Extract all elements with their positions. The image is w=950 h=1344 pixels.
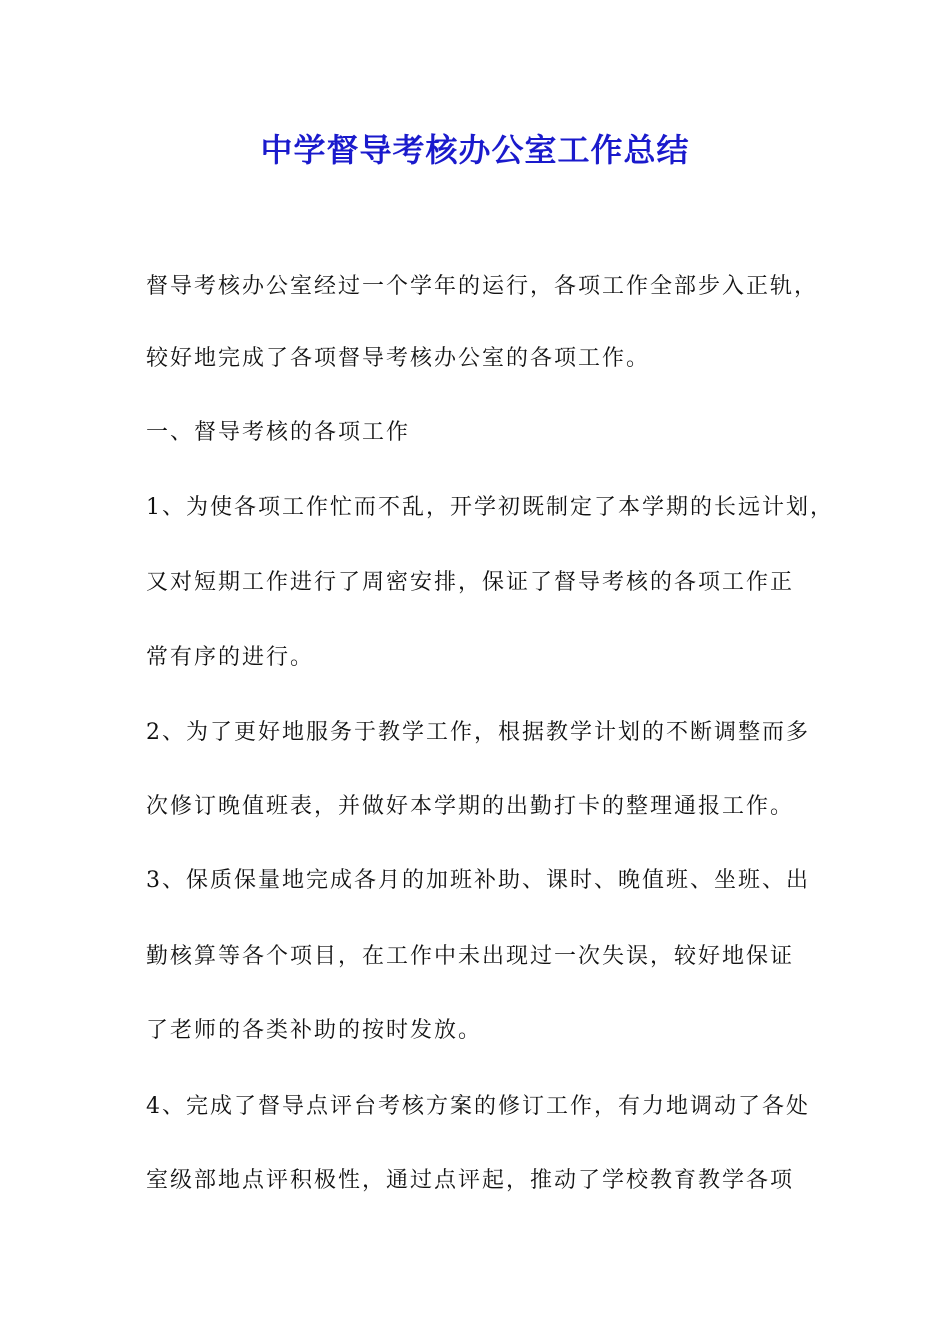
paragraph-line: 次修订晚值班表，并做好本学期的出勤打卡的整理通报工作。 [146,794,795,819]
paragraph-line: 4、完成了督导点评台考核方案的修订工作，有力地调动了各处 [146,1094,810,1119]
document-title: 中学督导考核办公室工作总结 [260,131,690,169]
paragraph-line: 3、保质保量地完成各月的加班补助、课时、晚值班、坐班、出 [146,868,810,893]
paragraph-line: 2、为了更好地服务于教学工作，根据教学计划的不断调整而多 [146,720,810,745]
paragraph-line: 了老师的各类补助的按时发放。 [146,1018,483,1043]
paragraph-line: 常有序的进行。 [146,645,315,670]
paragraph-line: 督导考核办公室经过一个学年的运行，各项工作全部步入正轨， [146,274,819,299]
paragraph-line: 勤核算等各个项目，在工作中未出现过一次失误，较好地保证 [146,944,795,969]
paragraph-line: 1、为使各项工作忙而不乱，开学初既制定了本学期的长远计划， [146,495,834,520]
section-heading: 一、督导考核的各项工作 [146,420,411,445]
paragraph-line: 室级部地点评积极性，通过点评起，推动了学校教育教学各项 [146,1168,795,1193]
paragraph-line: 又对短期工作进行了周密安排，保证了督导考核的各项工作正 [146,570,795,595]
paragraph-line: 较好地完成了各项督导考核办公室的各项工作。 [146,346,651,371]
